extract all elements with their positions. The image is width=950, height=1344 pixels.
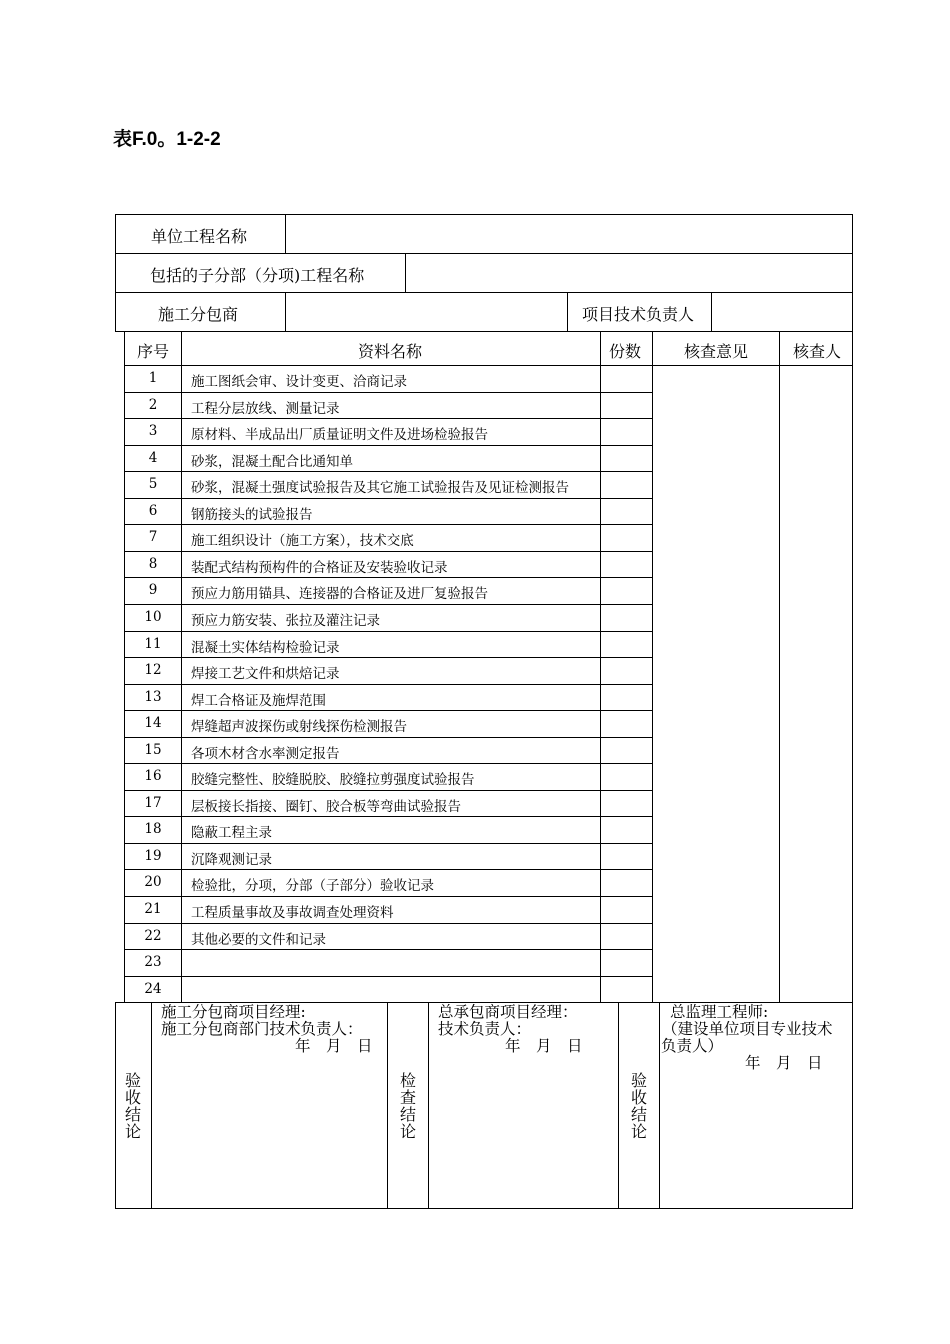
copies-field[interactable] <box>602 472 650 497</box>
copies-field[interactable] <box>602 791 650 816</box>
col-header-doc-name: 资料名称 <box>358 342 423 361</box>
table-rule <box>711 292 712 331</box>
table-rule <box>124 365 853 366</box>
col-header-copies: 份数 <box>609 342 642 361</box>
copies-field[interactable] <box>602 499 650 524</box>
col-header-review-opinion: 核查意见 <box>684 342 749 361</box>
general-contractor-tech-signature: 技术负责人： <box>438 1020 532 1038</box>
table-rule <box>428 1002 429 1209</box>
copies-field[interactable] <box>602 419 650 444</box>
row-number: 4 <box>148 449 158 466</box>
row-divider <box>124 710 652 711</box>
row-number: 1 <box>148 370 158 386</box>
copies-field[interactable] <box>602 366 650 391</box>
row-doc-name: 原材料、半成品出厂质量证明文件及进场检验报告 <box>191 427 488 444</box>
form-title: 表F.0。1-2-2 <box>113 129 221 150</box>
row-number: 6 <box>148 502 158 519</box>
row-number: 20 <box>144 874 162 891</box>
tech-lead-field[interactable] <box>713 294 850 329</box>
row-divider <box>124 657 652 658</box>
row-divider <box>124 604 652 605</box>
subcontractor-pm-signature: 施工分包商项目经理: <box>161 1003 306 1021</box>
row-doc-name: 胶缝完整性、胶缝脱胶、胶缝拉剪强度试验报告 <box>191 772 475 789</box>
copies-field[interactable] <box>602 578 650 603</box>
subcontractor-label: 施工分包商 <box>158 305 239 324</box>
copies-field[interactable] <box>602 393 650 418</box>
chief-supervisor-signature: 总监理工程师: <box>670 1003 769 1021</box>
subcontractor-tech-signature: 施工分包商部门技术负责人： <box>161 1020 363 1038</box>
row-doc-name: 预应力筋用锚具、连接器的合格证及进厂复验报告 <box>191 586 488 603</box>
copies-field[interactable] <box>602 658 650 683</box>
row-number: 15 <box>144 741 162 758</box>
table-rule <box>115 292 853 293</box>
table-rule <box>387 1002 388 1209</box>
copies-field[interactable] <box>602 977 650 1002</box>
table-rule <box>659 1002 660 1209</box>
row-doc-name: 其他必要的文件和记录 <box>191 931 326 948</box>
row-divider <box>124 631 652 632</box>
copies-field[interactable] <box>602 950 650 975</box>
row-divider <box>124 498 652 499</box>
row-number: 11 <box>144 635 162 652</box>
row-number: 22 <box>144 927 162 944</box>
table-rule <box>600 331 601 1003</box>
row-doc-name: 层板接长指接、圈钉、胶合板等弯曲试验报告 <box>191 798 461 815</box>
row-divider <box>124 737 652 738</box>
final-acceptance-label: 验收结论 <box>630 1071 647 1141</box>
row-divider <box>124 843 652 844</box>
copies-field[interactable] <box>602 446 650 471</box>
row-doc-name: 施工图纸会审、设计变更、洽商记录 <box>191 374 407 390</box>
sub-division-name-field[interactable] <box>407 255 850 290</box>
reviewer-field[interactable] <box>781 367 851 1001</box>
row-number: 17 <box>144 794 162 811</box>
row-number: 8 <box>148 555 158 572</box>
row-doc-name: 隐蔽工程主录 <box>191 825 272 842</box>
left-date: 年 月 日 <box>295 1037 373 1055</box>
review-opinion-field[interactable] <box>654 367 778 1001</box>
row-doc-name: 钢筋接头的试验报告 <box>191 506 313 523</box>
unit-project-name-field[interactable] <box>287 216 850 251</box>
row-doc-name: 工程质量事故及事故调查处理资料 <box>191 905 394 921</box>
owner-tech-lead-signature-cont: 负责人） <box>661 1037 724 1055</box>
row-number: 21 <box>144 901 162 917</box>
table-rule <box>285 292 286 331</box>
col-header-seq: 序号 <box>137 342 170 361</box>
copies-field[interactable] <box>602 764 650 789</box>
row-divider <box>124 418 652 419</box>
copies-field[interactable] <box>602 870 650 895</box>
row-number: 14 <box>144 715 162 732</box>
row-doc-name: 混凝土实体结构检验记录 <box>191 639 340 656</box>
row-divider <box>124 763 652 764</box>
table-rule <box>567 292 568 331</box>
copies-field[interactable] <box>602 924 650 949</box>
row-doc-name: 预应力筋安装、张拉及灌注记录 <box>191 612 380 629</box>
row-number: 19 <box>144 847 162 864</box>
copies-field[interactable] <box>602 711 650 736</box>
row-doc-name: 沉降观测记录 <box>191 851 272 868</box>
copies-field[interactable] <box>602 738 650 763</box>
table-border-top <box>115 214 853 215</box>
row-number: 24 <box>144 980 162 997</box>
row-number: 2 <box>148 396 158 413</box>
tech-lead-label: 项目技术负责人 <box>582 305 695 324</box>
general-contractor-pm-signature: 总承包商项目经理： <box>438 1003 578 1021</box>
row-doc-name: 焊接工艺文件和烘焙记录 <box>191 666 340 683</box>
row-doc-name: 焊工合格证及施焊范围 <box>191 692 326 709</box>
row-divider <box>124 790 652 791</box>
row-divider <box>124 896 652 897</box>
subcontractor-field[interactable] <box>287 294 565 329</box>
table-rule <box>652 331 653 1003</box>
row-doc-name: 工程分层放线、测量记录 <box>191 400 340 417</box>
row-divider <box>124 471 652 472</box>
copies-field[interactable] <box>602 552 650 577</box>
table-rule <box>115 331 853 332</box>
row-number: 16 <box>144 768 162 785</box>
table-rule <box>151 1002 152 1209</box>
owner-tech-lead-signature: （建设单位项目专业技术 <box>662 1020 833 1038</box>
sub-division-name-label: 包括的子分部（分项)工程名称 <box>150 266 365 285</box>
copies-field[interactable] <box>602 632 650 657</box>
table-rule <box>405 253 406 292</box>
row-divider <box>124 684 652 685</box>
row-doc-name: 检验批，分项，分部（子部分）验收记录 <box>191 878 434 895</box>
col-header-reviewer: 核查人 <box>793 342 842 361</box>
copies-field[interactable] <box>602 817 650 842</box>
copies-field[interactable] <box>602 605 650 630</box>
table-rule <box>285 214 286 253</box>
row-doc-name: 施工组织设计（施工方案），技术交底 <box>191 533 414 550</box>
row-divider <box>124 976 652 977</box>
row-number: 7 <box>148 529 158 546</box>
copies-field[interactable] <box>602 685 650 710</box>
table-rule <box>115 253 853 254</box>
row-doc-name: 砂浆，混凝土强度试验报告及其它施工试验报告及见证检测报告 <box>191 480 569 497</box>
table-rule <box>618 1002 619 1209</box>
row-divider <box>124 445 652 446</box>
row-number: 18 <box>144 821 162 838</box>
right-date: 年 月 日 <box>745 1054 823 1072</box>
row-doc-name: 各项木材含水率测定报告 <box>191 745 340 762</box>
table-border-left <box>115 1002 116 1209</box>
copies-field[interactable] <box>602 844 650 869</box>
row-divider <box>124 949 652 950</box>
row-doc-name: 砂浆，混凝土配合比通知单 <box>191 453 353 470</box>
row-number: 5 <box>148 476 158 493</box>
row-divider <box>124 392 652 393</box>
unit-project-name-label: 单位工程名称 <box>151 227 248 246</box>
acceptance-conclusion-label: 验收结论 <box>124 1071 141 1141</box>
row-number: 9 <box>148 582 158 599</box>
row-doc-name: 焊缝超声波探伤或射线探伤检测报告 <box>191 719 407 736</box>
copies-field[interactable] <box>602 525 650 550</box>
row-divider <box>124 869 652 870</box>
row-doc-name: 装配式结构预构件的合格证及安装验收记录 <box>191 559 448 576</box>
row-divider <box>124 524 652 525</box>
table-border-right <box>852 214 853 1209</box>
row-number: 10 <box>144 608 162 625</box>
row-divider <box>124 923 652 924</box>
table-border-left <box>115 214 116 331</box>
inspection-conclusion-label: 检查结论 <box>399 1071 416 1141</box>
table-rule <box>779 331 780 1003</box>
row-number: 13 <box>144 688 162 705</box>
table-border-bottom <box>115 1208 853 1209</box>
row-number: 3 <box>148 423 158 440</box>
row-number: 12 <box>144 662 162 679</box>
mid-date: 年 月 日 <box>505 1037 583 1055</box>
row-divider <box>124 551 652 552</box>
row-divider <box>124 816 652 817</box>
row-number: 23 <box>144 954 162 971</box>
copies-field[interactable] <box>602 897 650 922</box>
row-divider <box>124 577 652 578</box>
